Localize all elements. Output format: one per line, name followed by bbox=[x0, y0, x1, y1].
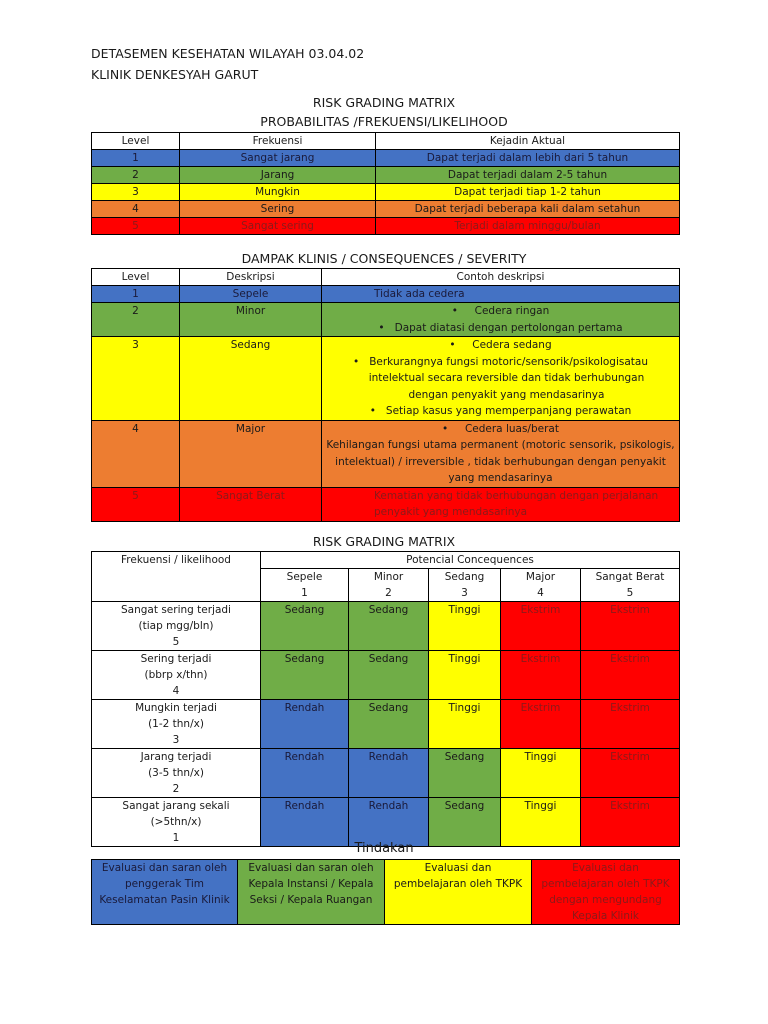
text-line: penyakit yang mendasarinya bbox=[374, 506, 528, 518]
risk-cell: Tinggi bbox=[429, 700, 501, 749]
bullet-item: • Berkurangnya fungsi motoric/sensorik/psikologisatau bbox=[352, 355, 648, 368]
level-cell: 2 bbox=[92, 303, 180, 337]
likelihood-cell: Mungkin terjadi (1-2 thn/x) 3 bbox=[92, 700, 261, 749]
consequence-header: Major 4 bbox=[501, 569, 581, 602]
level-cell: 5 bbox=[92, 218, 180, 235]
actual-cell: Dapat terjadi dalam 2-5 tahun bbox=[376, 167, 680, 184]
column-header: Level bbox=[92, 269, 180, 286]
example-cell bbox=[322, 337, 680, 421]
matrix-row bbox=[92, 700, 680, 749]
level-cell: 5 bbox=[92, 487, 180, 521]
header-line-2: KLINIK DENKESYAH GARUT bbox=[91, 67, 259, 82]
frequency-cell: Sangat jarang bbox=[180, 150, 376, 167]
actual-cell: Dapat terjadi dalam lebih dari 5 tahun bbox=[376, 150, 680, 167]
header-line-1: DETASEMEN KESEHATAN WILAYAH 03.04.02 bbox=[91, 46, 365, 61]
risk-cell: Ekstrim bbox=[581, 602, 680, 651]
description-cell: Sepele bbox=[180, 286, 322, 303]
matrix-row bbox=[92, 651, 680, 700]
column-header: Frekuensi bbox=[180, 133, 376, 150]
risk-cell: Ekstrim bbox=[581, 651, 680, 700]
level-cell: 3 bbox=[92, 337, 180, 421]
text-line: Kematian yang tidak berhubungan dengan perjalanan bbox=[374, 489, 659, 502]
risk-cell: Ekstrim bbox=[581, 749, 680, 798]
bullet-item: • Setiap kasus yang memperpanjang perawatan bbox=[369, 405, 632, 417]
table-header-row bbox=[92, 269, 680, 286]
risk-cell: Rendah bbox=[349, 749, 429, 798]
table-row bbox=[92, 337, 680, 421]
description-cell: Sangat Berat bbox=[180, 487, 322, 521]
matrix-row bbox=[92, 749, 680, 798]
risk-cell: Tinggi bbox=[429, 602, 501, 651]
risk-cell: Tinggi bbox=[429, 651, 501, 700]
tindakan-title: Tindakan bbox=[354, 841, 414, 856]
table-header-row bbox=[92, 133, 680, 150]
text-line: dengan penyakit yang mendasarinya bbox=[408, 388, 605, 401]
description-cell: Sedang bbox=[180, 337, 322, 421]
text-line: intelektual secara reversible dan tidak berhubungan bbox=[368, 372, 645, 384]
matrix-row bbox=[92, 798, 680, 847]
risk-matrix bbox=[91, 551, 680, 847]
example-cell: Tidak ada cedera bbox=[322, 286, 680, 303]
risk-cell: Sedang bbox=[349, 651, 429, 700]
level-cell: 1 bbox=[92, 150, 180, 167]
risk-cell: Ekstrim bbox=[501, 700, 581, 749]
level-cell: 4 bbox=[92, 420, 180, 487]
risk-cell: Sedang bbox=[429, 798, 501, 847]
risk-matrix-title: RISK GRADING MATRIX bbox=[312, 534, 456, 549]
risk-cell: Sedang bbox=[261, 651, 349, 700]
risk-cell: Sedang bbox=[261, 602, 349, 651]
risk-cell: Rendah bbox=[349, 798, 429, 847]
column-header: Kejadin Aktual bbox=[376, 133, 680, 150]
bullet-item: • Cedera sedang bbox=[449, 339, 552, 351]
column-header: Deskripsi bbox=[180, 269, 322, 286]
tindakan-cell: Evaluasi dan pembelajaran oleh TKPK bbox=[385, 860, 532, 925]
actual-cell: Terjadi dalam minggu/bulan bbox=[376, 218, 680, 235]
frequency-cell: Mungkin bbox=[180, 184, 376, 201]
level-cell: 3 bbox=[92, 184, 180, 201]
probability-table bbox=[91, 132, 680, 235]
tindakan-row bbox=[92, 860, 680, 925]
example-cell bbox=[322, 420, 680, 487]
description-cell: Minor bbox=[180, 303, 322, 337]
table-row bbox=[92, 303, 680, 337]
impact-table bbox=[91, 268, 680, 522]
risk-cell: Tinggi bbox=[501, 798, 581, 847]
column-header: Contoh deskripsi bbox=[322, 269, 680, 286]
matrix-header-row bbox=[92, 552, 680, 569]
consequence-header: Minor 2 bbox=[349, 569, 429, 602]
risk-cell: Sedang bbox=[429, 749, 501, 798]
tindakan-cell: Evaluasi dan pembelajaran oleh TKPK dengan mengundang Kepala Klinik bbox=[532, 860, 680, 925]
frequency-cell: Jarang bbox=[180, 167, 376, 184]
bullet-item: • Dapat diatasi dengan pertolongan pertama bbox=[378, 321, 623, 334]
level-cell: 2 bbox=[92, 167, 180, 184]
matrix-corner-header: Frekuensi / likelihood bbox=[92, 552, 261, 602]
description-cell: Major bbox=[180, 420, 322, 487]
likelihood-cell: Sering terjadi (bbrp x/thn) 4 bbox=[92, 651, 261, 700]
risk-grading-title: RISK GRADING MATRIX bbox=[312, 95, 456, 110]
consequence-header: Sepele 1 bbox=[261, 569, 349, 602]
table-row bbox=[92, 201, 680, 218]
risk-cell: Ekstrim bbox=[581, 700, 680, 749]
risk-cell: Rendah bbox=[261, 749, 349, 798]
example-cell bbox=[322, 487, 680, 521]
text-line: yang mendasarinya bbox=[448, 472, 553, 484]
frequency-cell: Sangat sering bbox=[180, 218, 376, 235]
likelihood-cell: Jarang terjadi (3-5 thn/x) 2 bbox=[92, 749, 261, 798]
tindakan-table bbox=[91, 859, 680, 925]
column-header: Level bbox=[92, 133, 180, 150]
risk-cell: Rendah bbox=[261, 700, 349, 749]
risk-cell: Sedang bbox=[349, 602, 429, 651]
actual-cell: Dapat terjadi tiap 1-2 tahun bbox=[376, 184, 680, 201]
risk-cell: Rendah bbox=[261, 798, 349, 847]
risk-cell: Ekstrim bbox=[501, 651, 581, 700]
tindakan-cell: Evaluasi dan saran oleh Kepala Instansi / Kepala Seksi / Kepala Ruangan bbox=[238, 860, 385, 925]
risk-cell: Tinggi bbox=[501, 749, 581, 798]
bullet-item: • Cedera luas/berat bbox=[442, 422, 559, 435]
table-row bbox=[92, 286, 680, 303]
tindakan-cell: Evaluasi dan saran oleh penggerak Tim Keselamatan Pasin Klinik bbox=[92, 860, 238, 925]
text-line: Kehilangan fungsi utama permanent (motoric sensorik, psikologis, bbox=[326, 439, 675, 451]
example-cell bbox=[322, 303, 680, 337]
bullet-item: • Cedera ringan bbox=[451, 305, 550, 317]
matrix-row bbox=[92, 602, 680, 651]
table-row bbox=[92, 218, 680, 235]
likelihood-cell: Sangat sering terjadi (tiap mgg/bln) 5 bbox=[92, 602, 261, 651]
table-row bbox=[92, 487, 680, 521]
matrix-group-header: Potencial Concequences bbox=[261, 552, 680, 569]
table-row bbox=[92, 167, 680, 184]
text-line: intelektual) / irreversible , tidak berhubungan dengan penyakit bbox=[335, 455, 666, 468]
risk-cell: Ekstrim bbox=[501, 602, 581, 651]
consequence-header: Sangat Berat 5 bbox=[581, 569, 680, 602]
table-row bbox=[92, 420, 680, 487]
level-cell: 4 bbox=[92, 201, 180, 218]
risk-cell: Sedang bbox=[349, 700, 429, 749]
frequency-cell: Sering bbox=[180, 201, 376, 218]
table-row bbox=[92, 150, 680, 167]
consequence-header: Sedang 3 bbox=[429, 569, 501, 602]
level-cell: 1 bbox=[92, 286, 180, 303]
impact-subtitle: DAMPAK KLINIS / CONSEQUENCES / SEVERITY bbox=[241, 251, 527, 266]
actual-cell: Dapat terjadi beberapa kali dalam setahun bbox=[376, 201, 680, 218]
risk-cell: Ekstrim bbox=[581, 798, 680, 847]
table-row bbox=[92, 184, 680, 201]
likelihood-cell: Sangat jarang sekali (>5thn/x) 1 bbox=[92, 798, 261, 847]
probability-subtitle: PROBABILITAS /FREKUENSI/LIKELIHOOD bbox=[260, 114, 508, 129]
